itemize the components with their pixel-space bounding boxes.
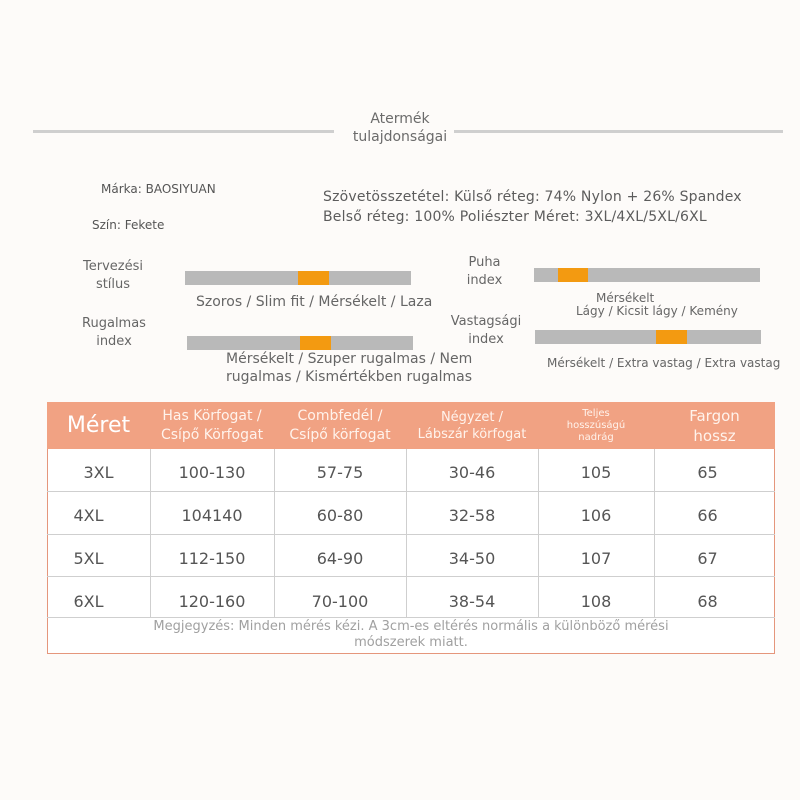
header-waist-hip-line1: Has Körfogat /: [162, 407, 262, 424]
elastic-index-scale-line1: Mérsékelt / Szuper rugalmas / Nem: [226, 351, 473, 367]
design-style-scale: Szoros / Slim fit / Mérsékelt / Laza: [196, 294, 433, 310]
soft-index-scale-line2: Lágy / Kicsit lágy / Kemény: [576, 304, 738, 318]
row-waist: 100-130: [178, 463, 246, 482]
soft-index-scale-line1: Mérsékelt: [596, 291, 655, 305]
design-style-label-line2: stílus: [95, 277, 131, 292]
table-note-line1: Megjegyzés: Minden mérés kézi. A 3cm-es eltérés normális a különböző mérési: [153, 619, 669, 634]
design-style-indicator: [298, 271, 329, 285]
design-style-label-line1: Tervezési: [83, 259, 143, 274]
row-length: 106: [580, 506, 612, 525]
row-size: 5XL: [73, 549, 104, 568]
row-waist: 104140: [181, 506, 243, 525]
soft-index-label-line1: Puha: [468, 255, 501, 270]
row-length: 105: [580, 463, 612, 482]
header-thigh-line2: Csípő körfogat: [289, 426, 391, 443]
header-leg: [406, 402, 538, 449]
soft-index-indicator: [558, 268, 588, 282]
row-thigh: 57-75: [316, 463, 364, 482]
soft-index-label-line2: index: [466, 273, 503, 288]
row-waist: 112-150: [178, 549, 246, 568]
row-fargon: 66: [697, 506, 718, 525]
row-length: 107: [580, 549, 612, 568]
header-thigh: [274, 402, 406, 449]
fabric-line2: Belső réteg: 100% Poliészter Méret: 3XL/4XL/5XL/6XL: [323, 209, 707, 225]
row-size: 4XL: [73, 506, 104, 525]
row-thigh: 64-90: [316, 549, 364, 568]
header-size: [47, 402, 150, 449]
elastic-index-label-line2: index: [96, 334, 132, 349]
elastic-index-indicator: [300, 336, 331, 350]
row-fargon: 68: [697, 592, 718, 611]
fabric-line1: Szövetösszetétel: Külső réteg: 74% Nylon + 26% Spandex: [323, 189, 742, 205]
row-leg: 34-50: [448, 549, 496, 568]
fabric-composition: [323, 187, 793, 227]
header-length-line1: Teljes: [582, 407, 610, 419]
elastic-index-track: [187, 336, 413, 350]
thickness-index-scale: Mérsékelt / Extra vastag / Extra vastag: [547, 356, 781, 370]
color-label: Szín: Fekete: [92, 218, 165, 232]
thickness-index-indicator: [656, 330, 687, 344]
row-waist: 120-160: [178, 592, 246, 611]
soft-index-track: [534, 268, 760, 282]
row-leg: 32-58: [448, 506, 496, 525]
elastic-index-label-line1: Rugalmas: [82, 316, 146, 331]
row-leg: 30-46: [448, 463, 496, 482]
header-fargon: [654, 402, 775, 449]
header-fargon-line1: Fargon: [689, 406, 740, 425]
table-note-line2: módszerek miatt.: [354, 635, 468, 650]
soft-index-label: [457, 254, 512, 290]
header-size-text: Méret: [66, 413, 131, 438]
header-length: [538, 402, 654, 449]
elastic-index-label: [70, 315, 158, 351]
thickness-index-label: [440, 313, 532, 349]
header-length-line3: nadrág: [578, 431, 614, 443]
thickness-index-label-line2: index: [468, 332, 504, 347]
header-waist-hip: [150, 402, 274, 449]
header-thigh-line1: Combfedél /: [297, 407, 383, 424]
row-thigh: 60-80: [316, 506, 364, 525]
thickness-index-label-line1: Vastagsági: [450, 314, 522, 329]
design-style-label: [72, 258, 154, 294]
row-fargon: 65: [697, 463, 718, 482]
design-style-track: [185, 271, 411, 285]
section-title-line1: Atermék: [370, 111, 430, 127]
brand-label: Márka: BAOSIYUAN: [101, 182, 216, 196]
section-title-line2: tulajdonságai: [352, 129, 448, 145]
header-leg-line2: Lábszár körfogat: [417, 426, 527, 442]
row-size: 3XL: [83, 463, 114, 482]
row-size: 6XL: [73, 592, 104, 611]
row-length: 108: [580, 592, 612, 611]
header-length-line2: hosszúságú: [566, 419, 626, 431]
section-title: [0, 110, 800, 146]
row-leg: 38-54: [448, 592, 496, 611]
row-fargon: 67: [697, 549, 718, 568]
header-waist-hip-line2: Csípő Körfogat: [160, 426, 264, 443]
table-note: [47, 619, 775, 651]
elastic-index-scale-line2: rugalmas / Kismértékben rugalmas: [226, 369, 473, 385]
row-thigh: 70-100: [311, 592, 369, 611]
thickness-index-track: [535, 330, 761, 344]
header-fargon-line2: hossz: [693, 426, 736, 445]
header-leg-line1: Négyzet /: [440, 409, 504, 425]
